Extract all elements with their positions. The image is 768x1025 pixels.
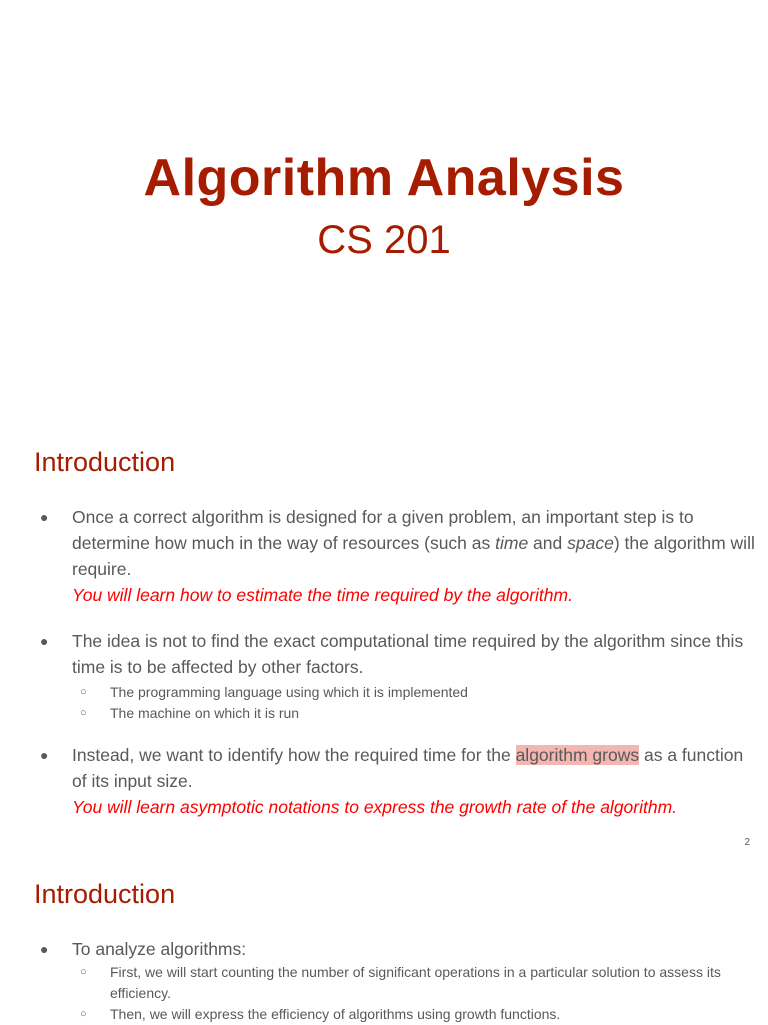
slide-subtitle: CS 201 bbox=[317, 218, 451, 262]
slide-title: Algorithm Analysis bbox=[143, 149, 625, 207]
sub-bullet-text: Then, we will express the efficiency of algorithms using growth functions. bbox=[110, 1006, 561, 1022]
sub-bullet-circle-icon: ○ bbox=[80, 1008, 87, 1020]
bullet-dot-icon: ● bbox=[40, 941, 49, 957]
sub-bullet-item bbox=[80, 1004, 730, 1025]
introduction-slide-1 bbox=[0, 420, 768, 852]
bullet-text: as a function of its input size. bbox=[72, 745, 744, 791]
bullet-item bbox=[36, 628, 756, 680]
sub-bullet-item bbox=[80, 703, 730, 724]
sub-bullet-circle-icon: ○ bbox=[80, 707, 87, 719]
bullet-text: To analyze algorithms: bbox=[72, 939, 247, 959]
sub-bullet-text: The machine on which it is run bbox=[110, 705, 300, 721]
highlighted-phrase: algorithm grows bbox=[515, 745, 640, 765]
bullet-text: Once a correct algorithm is designed for a given problem, an important step is to determine how much in the way of resources (such as bbox=[72, 507, 694, 553]
bullet-item bbox=[36, 936, 756, 962]
sub-bullet-item bbox=[80, 962, 730, 1004]
bullet-item bbox=[36, 504, 756, 608]
learning-note: You will learn how to estimate the time required by the algorithm. bbox=[72, 585, 573, 605]
slide-heading: Introduction bbox=[34, 879, 176, 909]
bullet-text: and bbox=[528, 533, 568, 553]
sub-bullet-circle-icon: ○ bbox=[80, 966, 87, 978]
page-number: 2 bbox=[744, 837, 750, 848]
bullet-dot-icon: ● bbox=[40, 747, 49, 763]
sub-bullet-text: The programming language using which it is implemented bbox=[110, 684, 468, 700]
sub-bullet-item bbox=[80, 682, 730, 703]
sub-bullet-text: First, we will start counting the number of significant operations in a particular solution to assess its efficiency. bbox=[110, 964, 721, 1001]
bullet-item bbox=[36, 742, 756, 820]
emphasis-time: time bbox=[495, 533, 529, 553]
bullet-text: The idea is not to find the exact computational time required by the algorithm since this time is to be affected by other factors. bbox=[72, 631, 744, 677]
bullet-text: Instead, we want to identify how the required time for the bbox=[72, 745, 516, 765]
title-slide bbox=[0, 0, 768, 420]
learning-note: You will learn asymptotic notations to express the growth rate of the algorithm. bbox=[72, 797, 678, 817]
slide-heading: Introduction bbox=[34, 447, 176, 477]
bullet-dot-icon: ● bbox=[40, 633, 49, 649]
introduction-slide-2 bbox=[0, 852, 768, 1024]
emphasis-space: space bbox=[567, 533, 614, 553]
sub-bullet-circle-icon: ○ bbox=[80, 686, 87, 698]
bullet-dot-icon: ● bbox=[40, 509, 49, 525]
bullet-text: ) the algorithm will require. bbox=[72, 533, 755, 579]
